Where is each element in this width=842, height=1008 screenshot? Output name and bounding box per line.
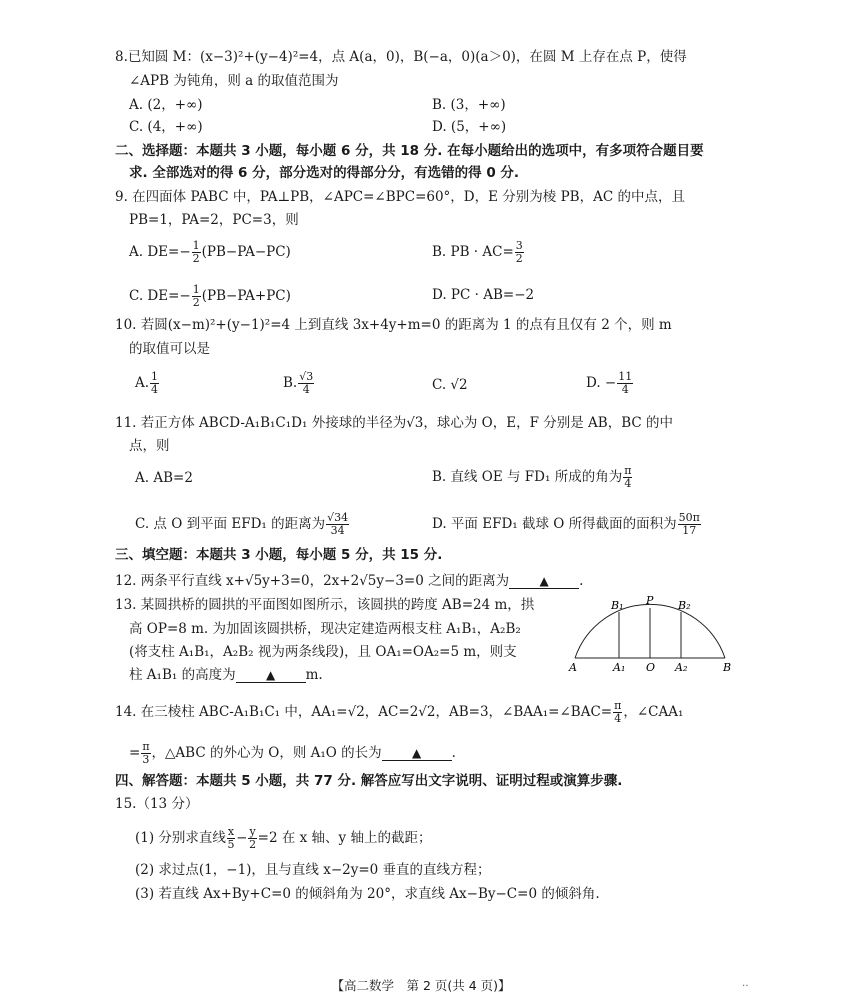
q13-stem-line4: 柱 A₁B₁ 的高度为 ▲ m. xyxy=(129,667,323,683)
q9-option-a-fraction: $\frac{1}{2}$ xyxy=(192,239,200,265)
q10-option-d-fraction: $\frac{11}{4}$ xyxy=(618,370,633,396)
q10-option-a-fraction: $\frac{1}{4}$ xyxy=(151,370,159,396)
label-p: P xyxy=(646,594,654,607)
q9-option-c-pre: C. DE=− xyxy=(129,288,191,304)
section4-heading: 四、解答题：本题共 5 小题，共 77 分. 解答应写出文字说明、证明过程或演算步骤. xyxy=(115,773,623,789)
section2-heading-line1: 二、选择题：本题共 3 小题，每小题 6 分，共 18 分. 在每小题给出的选项中，有多项符合题目要 xyxy=(115,143,704,159)
q11-option-a: A. AB=2 xyxy=(135,470,193,486)
q11-option-c: C. 点 O 到平面 EFD₁ 的距离为 $\frac{√34}{34}$ xyxy=(135,511,349,537)
q15-fraction-y2: $\frac{y}{2}$ xyxy=(249,825,257,851)
label-b: B xyxy=(723,661,732,674)
q9-option-c-fraction: $\frac{1}{2}$ xyxy=(192,283,200,309)
label-b1: B₁ xyxy=(611,599,624,612)
q8-stem-line2: ∠APB 为钝角，则 a 的取值范围为 xyxy=(129,73,339,89)
q10-option-d: D. − $\frac{11}{4}$ xyxy=(586,370,633,396)
q9-stem-line1: 9. 在四面体 PABC 中，PA⊥PB，∠APC=∠BPC=60°，D，E 分别为棱 PB，AC 的中点，且 xyxy=(115,189,685,205)
q8-option-c: C. (4，+∞) xyxy=(129,119,203,135)
q14-answer-blank: ▲ xyxy=(382,746,452,761)
section3-heading: 三、填空题：本题共 3 小题，每小题 5 分，共 15 分. xyxy=(115,547,443,563)
q11-stem-line1: 11. 若正方体 ABCD-A₁B₁C₁D₁ 外接球的半径为√3，球心为 O，E，F 分别是 AB，BC 的中 xyxy=(115,415,674,431)
q15-heading: 15.（13 分） xyxy=(115,796,199,812)
q14-fraction-pi-4: $\frac{\pi}{4}$ xyxy=(614,699,622,725)
q11-option-b: B. 直线 OE 与 FD₁ 所成的角为 $\frac{\pi}{4}$ xyxy=(432,464,632,490)
section2-heading-line2: 求. 全部选对的得 6 分，部分选对的得部分分，有选错的得 0 分. xyxy=(129,165,520,181)
q9-stem-line2: PB=1，PA=2，PC=3，则 xyxy=(129,212,299,228)
q8-option-d: D. (5，+∞) xyxy=(432,119,507,135)
label-a2: A₂ xyxy=(675,661,688,674)
q8-option-b: B. (3，+∞) xyxy=(432,97,506,113)
q13-answer-blank: ▲ xyxy=(236,668,306,683)
q11-option-c-fraction: $\frac{√34}{34}$ xyxy=(327,511,349,537)
q9-option-a xyxy=(129,240,291,265)
q11-option-d-fraction: $\frac{50\pi}{17}$ xyxy=(678,511,700,537)
q11-stem-line2: 点，则 xyxy=(129,438,170,454)
label-o: O xyxy=(646,661,656,674)
q10-option-a: A. $\frac{1}{4}$ xyxy=(135,370,159,396)
q10-stem-line2: 的取值可以是 xyxy=(129,341,210,357)
q14-fraction-pi-3: $\frac{\pi}{3}$ xyxy=(142,740,150,766)
q13-stem-line1: 13. 某圆拱桥的圆拱的平面图如图所示，该圆拱的跨度 AB=24 m，拱 xyxy=(115,597,535,613)
label-b2: B₂ xyxy=(678,599,691,612)
page-footer: 【高二数学 第 2 页(共 4 页)】 xyxy=(331,978,511,993)
q9-option-b-pre: B. PB · AC= xyxy=(432,244,514,260)
q9-option-c-post: (PB−PA+PC) xyxy=(201,288,291,304)
q9-option-b xyxy=(432,240,525,265)
q9-option-b-fraction: $\frac{3}{2}$ xyxy=(515,239,523,265)
q14-stem-line2: = $\frac{\pi}{3}$ ，△ABC 的外心为 O，则 A₁O 的长为 ▲ . xyxy=(129,740,456,766)
label-a1: A₁ xyxy=(613,661,626,674)
q12-stem: 12. 两条平行直线 x+√5y+3=0，2x+2√5y−3=0 之间的距离为 ▲ . xyxy=(115,573,584,589)
arch-bridge-figure xyxy=(565,592,735,674)
q14-stem-line1: 14. 在三棱柱 ABC-A₁B₁C₁ 中，AA₁=√2，AC=2√2，AB=3，∠BAA₁=∠BAC= $\frac{\pi}{4}$ ，∠CAA₁ xyxy=(115,699,684,725)
q15-part1: (1) 分别求直线 $\frac{x}{5}$ − $\frac{y}{2}$ =2 在 x 轴、y 轴上的截距； xyxy=(135,825,432,851)
q15-fraction-x5: $\frac{x}{5}$ xyxy=(227,825,235,851)
q9-option-d: D. PC · AB=−2 xyxy=(432,287,535,303)
q15-part2: (2) 求过点(1，−1)，且与直线 x−2y=0 垂直的直线方程； xyxy=(135,862,491,878)
q10-option-b: B. $\frac{√3}{4}$ xyxy=(283,370,314,396)
q9-option-a-pre: A. DE=− xyxy=(129,244,191,260)
q11-option-b-fraction: $\frac{\pi}{4}$ xyxy=(624,464,632,490)
corner-mark: ‥ xyxy=(742,978,749,989)
q10-option-c: C. √2 xyxy=(432,377,468,393)
q9-option-a-post: (PB−PA−PC) xyxy=(201,244,291,260)
q11-option-d: D. 平面 EFD₁ 截球 O 所得截面的面积为 $\frac{50\pi}{17}$ xyxy=(432,511,700,537)
q15-part3: (3) 若直线 Ax+By+C=0 的倾斜角为 20°，求直线 Ax−By−C=0 的倾斜角. xyxy=(135,886,600,902)
q9-option-c xyxy=(129,284,291,309)
q13-stem-line3: (将支柱 A₁B₁，A₂B₂ 视为两条线段)，且 OA₁=OA₂=5 m，则支 xyxy=(129,644,517,660)
q13-stem-line2: 高 OP=8 m. 为加固该圆拱桥，现决定建造两根支柱 A₁B₁，A₂B₂ xyxy=(129,621,521,637)
label-a: A xyxy=(569,661,577,674)
q8-stem-line1: 8.已知圆 M：(x−3)²+(y−4)²=4，点 A(a，0)，B(−a，0)(a＞0)，在圆 M 上存在点 P，使得 xyxy=(115,49,687,65)
q12-answer-blank: ▲ xyxy=(509,574,579,589)
q8-option-a: A. (2，+∞) xyxy=(129,97,203,113)
q10-option-b-fraction: $\frac{√3}{4}$ xyxy=(299,370,314,396)
q10-stem-line1: 10. 若圆(x−m)²+(y−1)²=4 上到直线 3x+4y+m=0 的距离为 1 的点有且仅有 2 个，则 m xyxy=(115,317,672,333)
